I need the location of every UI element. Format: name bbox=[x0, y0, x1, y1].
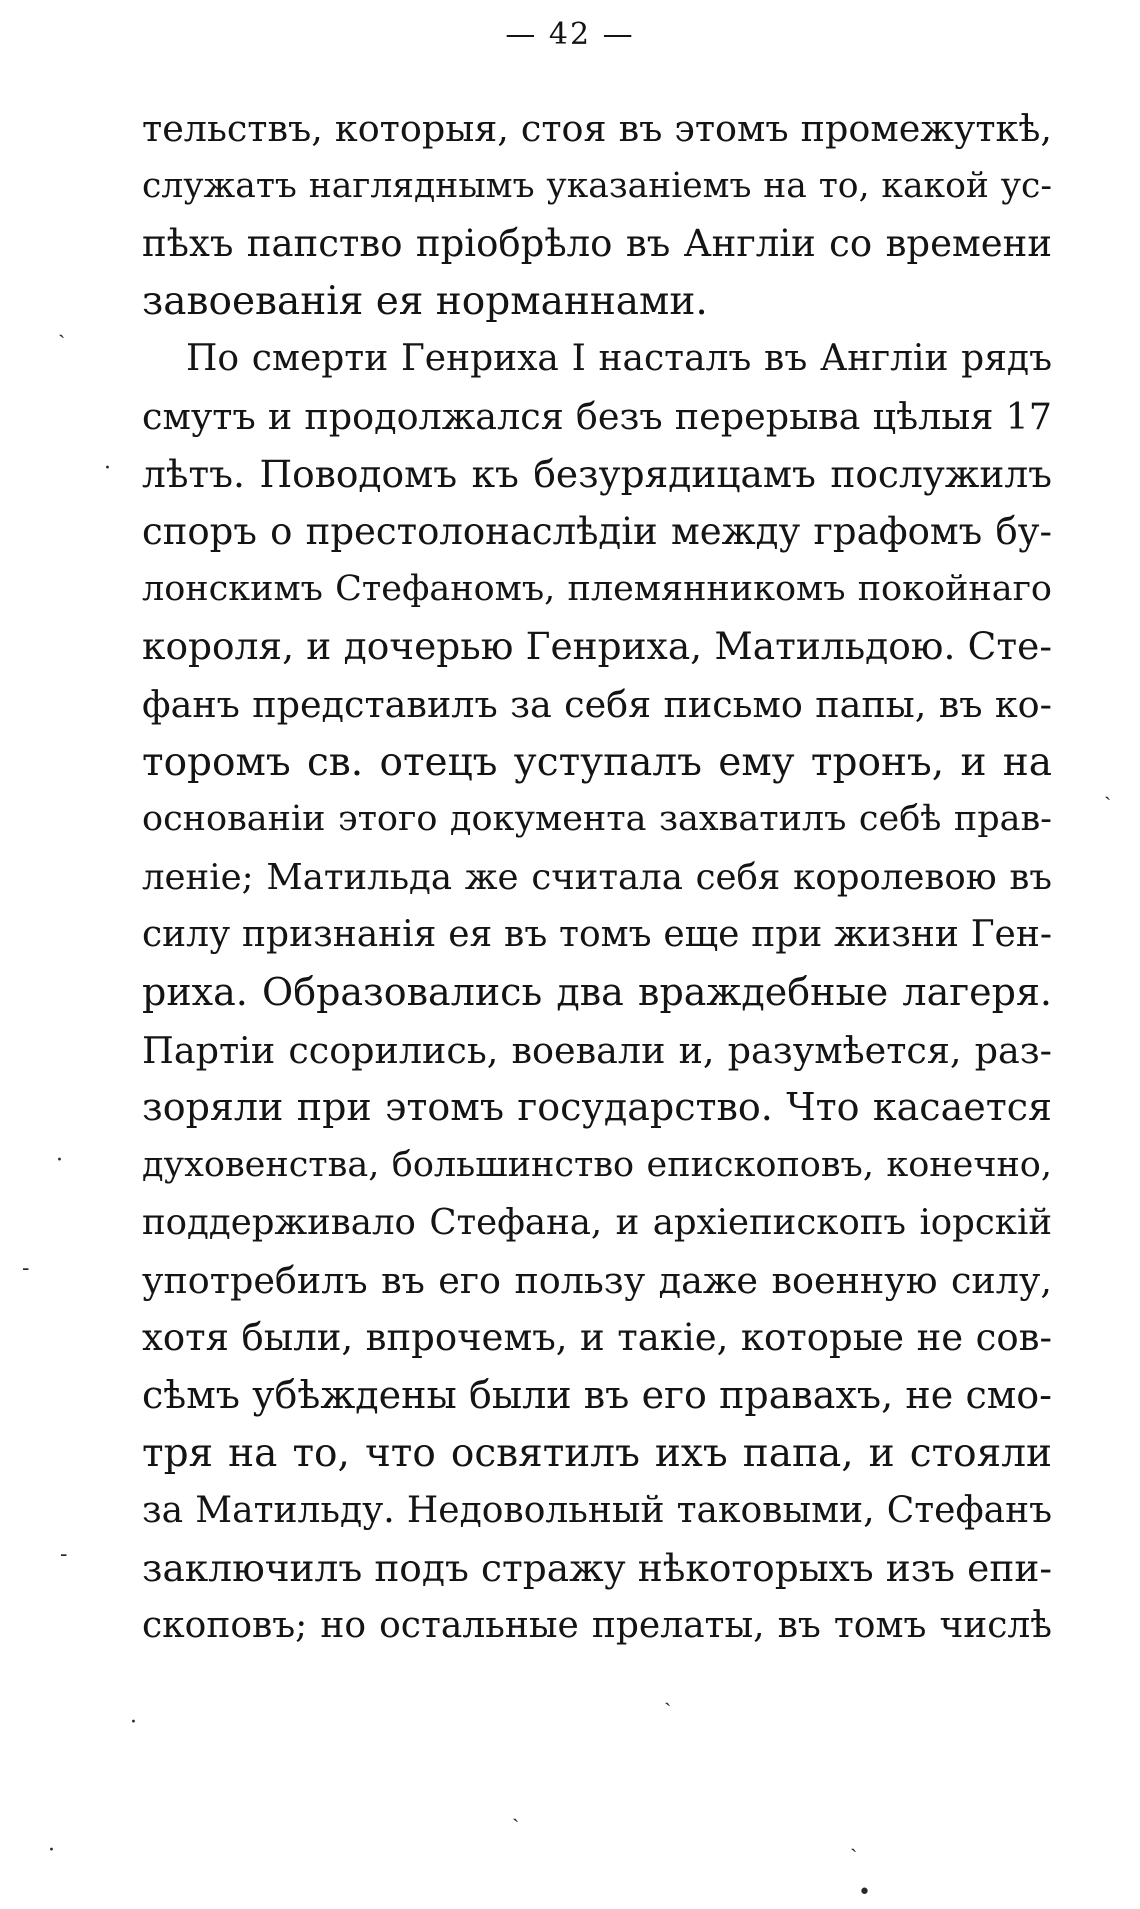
text-line: лѣтъ. Поводомъ къ безурядицамъ послужилъ bbox=[142, 451, 1052, 496]
text-line: силу признанія ея въ томъ еще при жизни Ген- bbox=[142, 914, 1052, 956]
text-line: короля, и дочерью Генриха, Матильдою. Сте- bbox=[142, 624, 1052, 669]
text-line: употребилъ въ его пользу даже военную силу, bbox=[142, 1258, 1052, 1302]
scan-speck: · bbox=[130, 1710, 137, 1735]
paragraph-1 bbox=[142, 100, 1052, 330]
text-line: Партіи ссорились, воевали и, разумѣется, раз- bbox=[142, 1028, 1052, 1072]
text-line: скоповъ; но остальные прелаты, въ томъ числѣ bbox=[142, 1605, 1052, 1647]
text-line: лонскимъ Стефаномъ, племянникомъ покойнаго bbox=[142, 568, 1052, 609]
text-line: духовенства, большинство епископовъ, конечно, bbox=[142, 1144, 1052, 1185]
scan-speck: ˎ bbox=[1104, 776, 1112, 801]
text-line: тельствъ, которыя, стоя въ этомъ промежуткѣ, bbox=[142, 107, 1052, 150]
text-line: По смерти Генриха I насталъ въ Англіи рядъ bbox=[186, 338, 1052, 380]
text-line: хотя были, впрочемъ, и такіе, которые не сов- bbox=[142, 1316, 1052, 1360]
scan-speck: · bbox=[56, 1148, 63, 1173]
text-line: смутъ и продолжался безъ перерыва цѣлыя 17 bbox=[142, 394, 1052, 438]
paragraph-2 bbox=[142, 330, 1052, 1655]
scan-speck: ˎ bbox=[58, 314, 66, 339]
scan-speck: · bbox=[48, 1838, 55, 1863]
text-line: поддерживало Стефана, и архіепископъ іорскій bbox=[142, 1202, 1052, 1244]
scan-speck: ˏ bbox=[850, 1828, 858, 1853]
text-line: риха. Образовались два враждебные лагеря. bbox=[142, 969, 1052, 1014]
scan-speck: - bbox=[60, 1542, 68, 1567]
scan-speck: ˎ bbox=[512, 1798, 520, 1823]
text-line: тря на то, что освятилъ ихъ папа, и стояли bbox=[142, 1430, 1052, 1476]
body-text bbox=[142, 100, 1052, 1655]
text-line: зоряли при этомъ государство. Что касается bbox=[142, 1085, 1052, 1130]
text-line: завоеванія ея норманнами. bbox=[142, 278, 708, 324]
text-line: споръ о престолонаслѣдіи между графомъ бу- bbox=[142, 510, 1052, 554]
text-line: сѣмъ убѣждены были въ его правахъ, не смо- bbox=[142, 1373, 1052, 1418]
text-line: заключилъ подъ стражу нѣкоторыхъ изъ епи- bbox=[142, 1545, 1052, 1590]
scan-speck: · bbox=[104, 456, 111, 481]
scan-speck: ˎ bbox=[664, 1682, 672, 1707]
text-line: за Матильду. Недовольный таковыми, Стефанъ bbox=[142, 1490, 1052, 1532]
scan-speck: • bbox=[858, 1880, 871, 1905]
text-line: пѣхъ папство пріобрѣло въ Англіи со времени bbox=[142, 222, 1052, 266]
page-number: — 42 — bbox=[505, 17, 635, 52]
scan-speck: - bbox=[22, 1256, 30, 1281]
text-line: основаніи этого документа захватилъ себѣ прав- bbox=[142, 799, 1052, 840]
text-line: служатъ нагляднымъ указаніемъ на то, какой ус- bbox=[142, 165, 1052, 206]
text-line: торомъ св. отецъ уступалъ ему тронъ, и на bbox=[142, 739, 1052, 785]
text-line: фанъ представилъ за себя письмо папы, въ ко- bbox=[142, 682, 1052, 726]
text-line: леніе; Матильда же считала себя королевою въ bbox=[142, 856, 1052, 898]
